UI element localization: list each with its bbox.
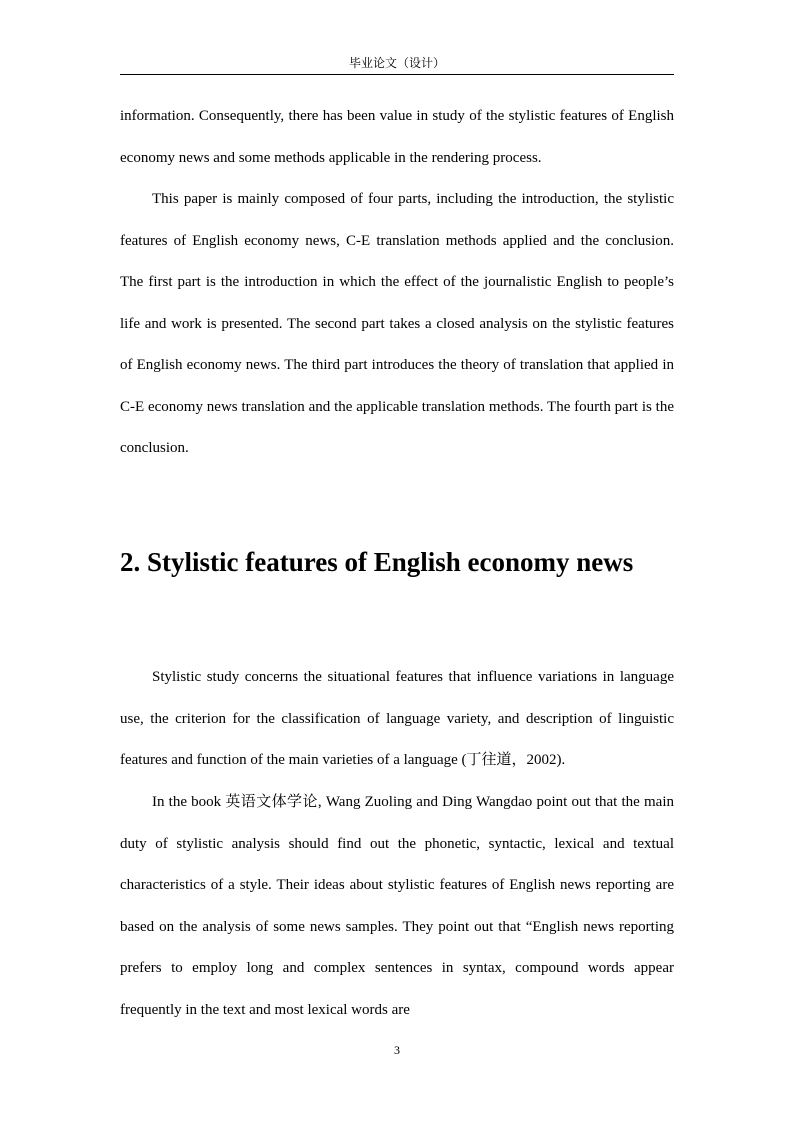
page-number: 3 (394, 1043, 400, 1057)
paragraph-structure-overview: This paper is mainly composed of four parts, including the introduction, the stylistic features of English economy news, C-E translation methods applied and the conclusion. The first part is the introduction in which the effect of the journalistic English to people’s life and work is presented. The second part takes a closed analysis on the stylistic features of English economy news. The third part introduces the theory of translation that applied in C-E economy news translation and the applicable translation methods. The fourth part is the conclusion. (120, 191, 674, 456)
paragraph-book-reference: In the book 英语文体学论, Wang Zuoling and Ding Wangdao point out that the main duty of stylistic analysis should find out the phonetic, syntactic, lexical and textual characteristics of a style. Their ideas about stylistic features of English news reporting are based on the analysis of some news samples. They point out that “English news reporting prefers to employ long and complex sentences in syntax, compound words appear frequently in the text and most lexical words are (120, 794, 674, 1018)
paragraph-stylistic-study: Stylistic study concerns the situational features that influence variations in language use, the criterion for the classification of language variety, and description of linguistic features and function of the main varieties of a language (丁往道，2002). (120, 669, 674, 768)
header-title: 毕业论文（设计） (348, 56, 445, 70)
paragraph-continuation: information. Consequently, there has been value in study of the stylistic features of English economy news and some methods applicable in the rendering process. (120, 108, 674, 166)
page-header (120, 52, 674, 75)
section-heading: 2. Stylistic features of English economy news (120, 547, 634, 577)
